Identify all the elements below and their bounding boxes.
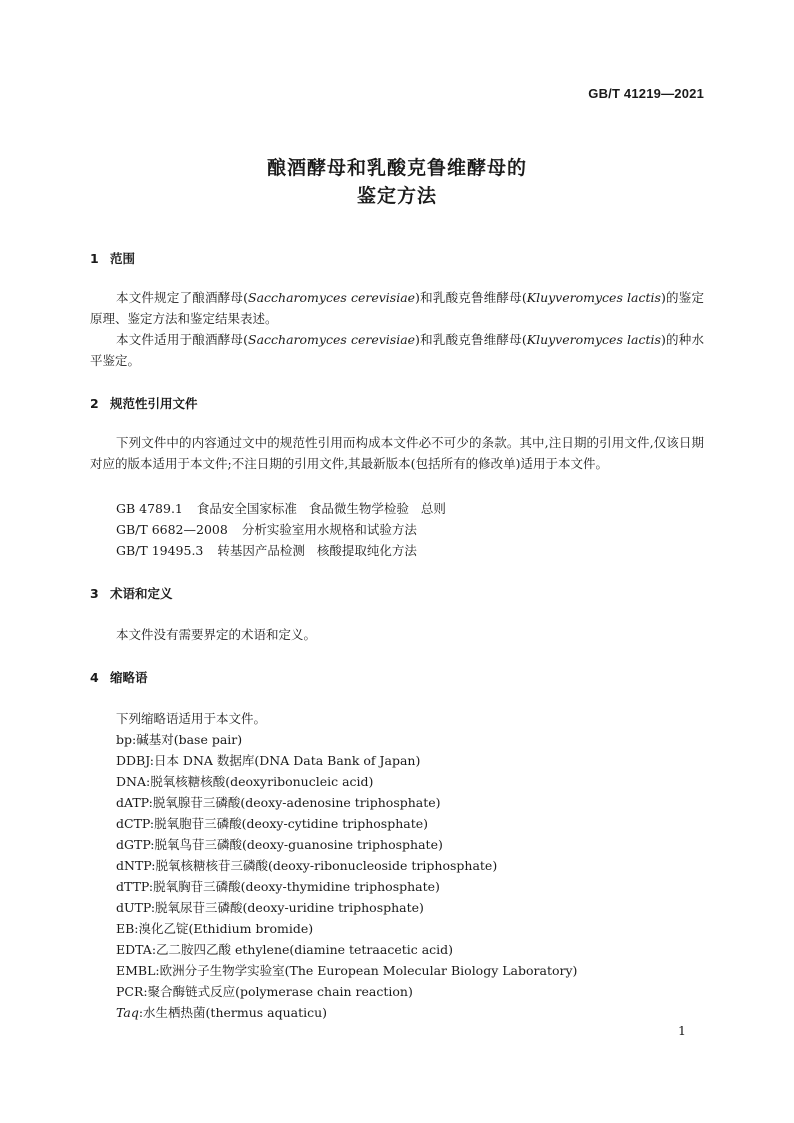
section-number: 2 [90,396,99,411]
section-title: 术语和定义 [110,586,173,601]
section-number: 3 [90,586,99,601]
abbreviation-item: dCTP:脱氧胞苷三磷酸(deoxy-cytidine triphosphate) [116,816,429,831]
section-2-heading [90,394,198,412]
text-run: )和乳酸克鲁维酵母( [415,332,527,347]
reference-title: 转基因产品检测 [217,543,305,558]
text-run: 本文件适用于酿酒酵母( [116,332,249,347]
document-title-line-2: 鉴定方法 [356,185,437,207]
abbreviation-item: EMBL:欧洲分子生物学实验室(The European Molecular Biology Laboratory) [116,963,578,978]
document-title-line-1: 酿酒酵母和乳酸克鲁维酵母的 [266,157,527,179]
text-run: )的种水平鉴定。 [90,332,704,368]
reference-title: 核酸提取纯化方法 [316,543,417,558]
reference-item [116,541,417,559]
reference-item [116,520,417,538]
text-run: )和乳酸克鲁维酵母( [415,290,527,305]
abbreviation-item: EB:溴化乙锭(Ethidium bromide) [116,921,314,936]
scope-paragraph-1 [90,287,704,329]
standard-code: GB/T 41219—2021 [588,86,704,101]
page-number: 1 [678,1023,686,1038]
abbreviation-item: PCR:聚合酶链式反应(polymerase chain reaction) [116,984,413,999]
abbreviations-intro: 下列缩略语适用于本文件。 [116,711,267,726]
section-4-heading [90,668,148,686]
reference-title: 食品安全国家标准 [196,501,297,516]
section-number: 4 [90,670,99,685]
section-title: 范围 [110,251,136,266]
reference-code: GB 4789.1 [116,501,183,516]
abbreviation-item: dGTP:脱氧鸟苷三磷酸(deoxy-guanosine triphosphate) [116,837,443,852]
section-title: 规范性引用文件 [110,396,198,411]
scientific-name: Saccharomyces cerevisiae [248,332,416,347]
section-number: 1 [90,251,99,266]
text-run: 本文件规定了酿酒酵母( [116,290,249,305]
abbreviation-item: dNTP:脱氧核糖核苷三磷酸(deoxy-ribonucleoside triphosphate) [116,858,498,873]
abbreviation-item: DNA:脱氧核糖核酸(deoxyribonucleic acid) [116,774,374,789]
reference-code: GB/T 6682—2008 [116,522,228,537]
section-1-heading [90,249,135,267]
text-run: )的鉴定原理、鉴定方法和鉴定结果表述。 [90,290,704,326]
section-title: 缩略语 [110,670,148,685]
reference-title: 食品微生物学检验 [308,501,409,516]
section-3-heading [90,584,173,602]
scientific-name: Kluyveromyces lactis [526,290,661,305]
abbreviation-item: dATP:脱氧腺苷三磷酸(deoxy-adenosine triphosphate) [116,795,441,810]
scientific-name: Kluyveromyces lactis [526,332,661,347]
abbreviation-item: dUTP:脱氧尿苷三磷酸(deoxy-uridine triphosphate) [116,900,424,915]
scope-paragraph-2 [90,329,704,371]
abbreviation-item: EDTA:乙二胺四乙酸 ethylene(diamine tetraacetic acid) [116,942,454,957]
reference-code: GB/T 19495.3 [116,543,204,558]
scientific-name: Saccharomyces cerevisiae [248,290,416,305]
reference-title: 总则 [420,501,446,516]
abbreviation-item: DDBJ:日本 DNA 数据库(DNA Data Bank of Japan) [116,753,421,768]
references-intro: 下列文件中的内容通过文中的规范性引用而构成本文件必不可少的条款。其中,注日期的引用文件,仅该日期对应的版本适用于本文件;不注日期的引用文件,其最新版本(包括所有的修改单)适用于本文件。 [90,435,704,471]
terms-statement: 本文件没有需要界定的术语和定义。 [116,627,317,642]
abbreviation-definition: :水生栖热菌(thermus aquaticu) [138,1005,328,1020]
reference-item [116,499,446,517]
abbreviation-term: Taq [116,1005,139,1020]
abbreviation-item: bp:碱基对(base pair) [116,732,243,747]
abbreviation-item: dTTP:脱氧胸苷三磷酸(deoxy-thymidine triphosphate) [116,879,440,894]
reference-title: 分析实验室用水规格和试验方法 [241,522,417,537]
abbreviation-item [116,1003,327,1021]
